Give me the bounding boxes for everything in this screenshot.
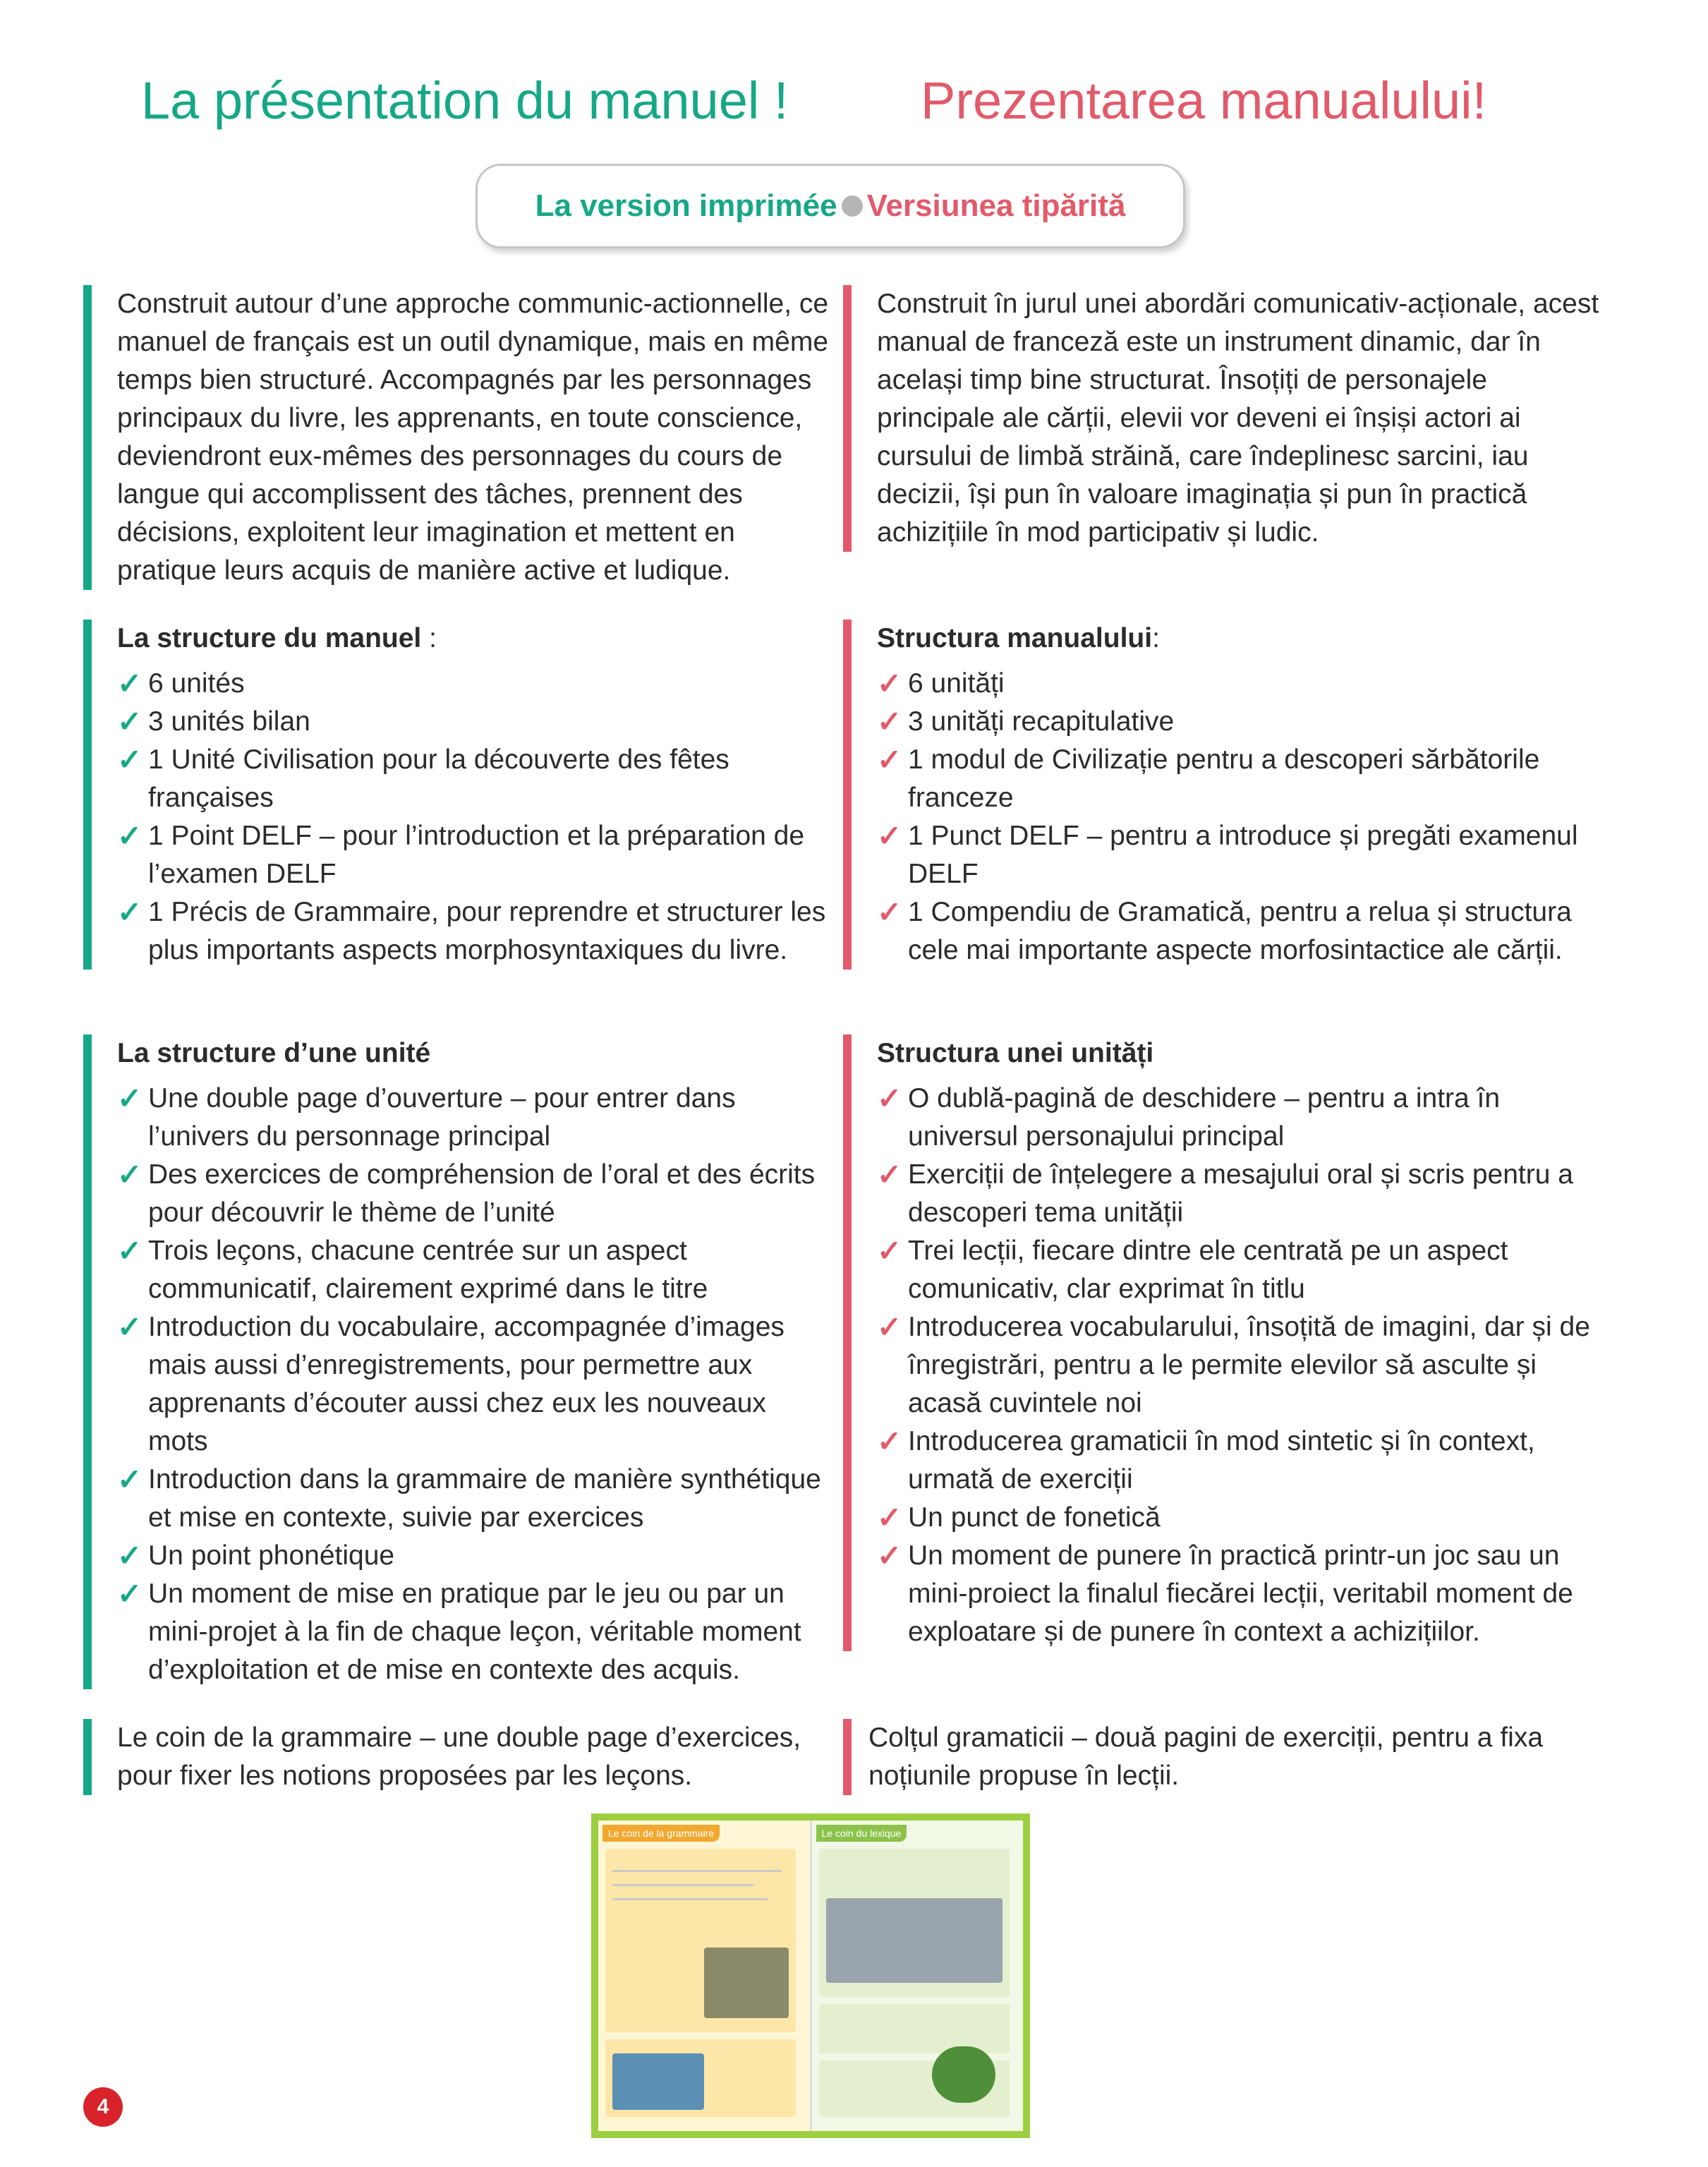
checkmark-icon: ✓ — [877, 1539, 902, 1572]
grammar-corner-fr-text: Le coin de la grammaire – une double page d’exercices, pour fixer les notions proposées par les leçons. — [117, 1722, 801, 1791]
manual-structure-ro — [843, 620, 1605, 970]
list-item — [117, 817, 831, 893]
list-item-text: Une double page d’ouverture – pour entrer dans l’univers du personnage principal — [148, 1083, 736, 1152]
list-item — [117, 893, 831, 970]
checkmark-icon: ✓ — [877, 705, 902, 738]
checkmark-icon: ✓ — [117, 819, 143, 852]
checkmark-icon: ✓ — [877, 1158, 902, 1191]
checkmark-icon: ✓ — [117, 895, 143, 929]
checkmark-icon: ✓ — [877, 1501, 902, 1534]
list-item-text: Exerciții de înțelegere a mesajului oral și scris pentru a descoperi tema unității — [908, 1159, 1573, 1228]
list-item — [877, 1080, 1605, 1156]
list-item — [877, 741, 1605, 817]
checkmark-icon: ✓ — [117, 1577, 143, 1610]
text-line — [612, 1898, 768, 1900]
book-spread-preview — [591, 1813, 1030, 2138]
manual-structure-ro-list — [877, 665, 1605, 970]
list-item — [877, 817, 1605, 893]
unit-structure-fr — [83, 1034, 831, 1689]
grammar-corner-ro-text: Colțul gramaticii – două pagini de exerciții, pentru a fixa noțiunile propuse în lecții. — [868, 1722, 1544, 1791]
manual-structure-ro-heading — [877, 620, 1605, 658]
heading-text: La structure du manuel — [117, 623, 422, 653]
list-item-text: Un moment de mise en pratique par le jeu ou par un mini-projet à la fin de chaque leçon, véritable moment d’exploitation et de mise en contexte des acquis. — [148, 1579, 801, 1685]
list-item-text: 3 unités bilan — [148, 706, 310, 737]
list-item-text: 6 unités — [148, 668, 245, 699]
list-item — [117, 665, 831, 703]
lexicon-page-thumbnail — [812, 1821, 1024, 2131]
list-item — [877, 1308, 1605, 1423]
list-item-text: Un point phonétique — [148, 1540, 395, 1571]
title-romanian: Prezentarea manualului! — [921, 71, 1487, 130]
list-item — [117, 703, 831, 741]
checkmark-icon: ✓ — [117, 705, 143, 738]
manual-structure-fr — [83, 620, 831, 970]
grammar-corner-ro — [843, 1719, 1605, 1795]
list-item-text: Un moment de punere în practică printr-un joc sau un mini-proiect la finalul fiecărei lecții, veritabil moment de exploatare și de punere în context a achizițiilor. — [908, 1540, 1573, 1647]
title-french: La présentation du manuel ! — [141, 71, 789, 130]
checkmark-icon: ✓ — [877, 1310, 902, 1344]
list-item-text: Introduction dans la grammaire de manière synthétique et mise en contexte, suivie par exercices — [148, 1464, 821, 1533]
list-item — [117, 741, 831, 817]
separator-dot — [842, 195, 863, 217]
list-item-text: 3 unități recapitulative — [908, 706, 1175, 737]
text-line — [612, 1884, 753, 1886]
checkmark-icon: ✓ — [117, 1463, 143, 1496]
list-item — [877, 1232, 1605, 1308]
unit-structure-ro-list — [877, 1080, 1605, 1651]
list-item-text: Introducerea vocabularului, însoțită de imagini, dar și de înregistrări, pentru a le permite elevilor să asculte și acasă cuvintele noi — [908, 1312, 1590, 1418]
list-item — [117, 1575, 831, 1689]
exercise-box — [819, 2004, 1010, 2053]
list-item — [117, 1232, 831, 1308]
list-item-text: Introduction du vocabulaire, accompagnée d’images mais aussi d’enregistrements, pour permettre aux apprenants d’écouter aussi chez eux les nouveaux mots — [148, 1312, 785, 1456]
list-item-text: 1 Point DELF – pour l’introduction et la préparation de l’examen DELF — [148, 821, 805, 889]
list-item — [877, 1423, 1605, 1499]
checkmark-icon: ✓ — [877, 819, 902, 852]
list-item-text: Des exercices de compréhension de l’oral et des écrits pour découvrir le thème de l’unité — [148, 1159, 816, 1228]
list-item-text: Introducerea gramaticii în mod sintetic și în context, urmată de exerciții — [908, 1426, 1535, 1495]
intro-fr-text: Construit autour d’une approche communic-actionnelle, ce manuel de français est un outil dynamique, mais en même temps bien structuré. Accompagnés par les personnages principaux du livre, les apprenants, en toute conscience, deviendront eux-mêmes des personnages du cours de langue qui accomplissent des tâches, prennent des décisions, exploitent leur imagination et mettent en pratique leurs acquis de manière active et ludique. — [117, 289, 829, 586]
list-item — [877, 703, 1605, 741]
checkmark-icon: ✓ — [117, 1158, 143, 1191]
list-item-text: 1 Punct DELF – pentru a introduce și pregăti examenul DELF — [908, 821, 1578, 889]
checkmark-icon: ✓ — [117, 1539, 143, 1572]
list-item-text: Un punct de fonetică — [908, 1502, 1161, 1533]
checkmark-icon: ✓ — [877, 895, 902, 929]
list-item — [117, 1461, 831, 1537]
checkmark-icon: ✓ — [877, 1082, 902, 1115]
list-item-text: O dublă-pagină de deschidere – pentru a intra în universul personajului principal — [908, 1083, 1501, 1152]
list-item-text: Trois leçons, chacune centrée sur un aspect communicatif, clairement exprimé dans le titre — [148, 1236, 708, 1304]
checkmark-icon: ✓ — [877, 743, 902, 776]
list-item — [877, 665, 1605, 703]
version-label-ro: Versiunea tipărită — [866, 188, 1126, 223]
checkmark-icon: ✓ — [117, 1310, 143, 1344]
photo-thumbnail — [612, 2053, 704, 2110]
list-item-text: 1 Unité Civilisation pour la découverte des fêtes françaises — [148, 744, 729, 813]
list-item-text: Trei lecții, fiecare dintre ele centrată pe un aspect comunicativ, clar exprimat în titlu — [908, 1236, 1508, 1304]
intro-ro — [843, 285, 1605, 552]
manual-structure-fr-heading — [117, 620, 831, 658]
illustration-thumbnail — [826, 1898, 1003, 1983]
list-item-text: 1 modul de Civilizație pentru a descoperi sărbătorile franceze — [908, 744, 1540, 813]
checkmark-icon: ✓ — [117, 1234, 143, 1267]
list-item — [117, 1537, 831, 1575]
list-item-text: 6 unități — [908, 668, 1005, 699]
unit-structure-fr-heading: La structure d’une unité — [117, 1038, 431, 1068]
list-item — [117, 1156, 831, 1232]
text-line — [612, 1870, 782, 1872]
checkmark-icon: ✓ — [877, 1234, 902, 1267]
list-item — [877, 893, 1605, 970]
grammar-corner-fr — [83, 1719, 831, 1795]
version-label — [476, 164, 1185, 248]
heading-text: Structura manualului — [877, 623, 1153, 653]
checkmark-icon: ✓ — [117, 1082, 143, 1115]
grammar-page-thumbnail — [598, 1821, 812, 2131]
checkmark-icon: ✓ — [117, 667, 143, 700]
page-number-badge: 4 — [83, 2087, 123, 2127]
list-item — [877, 1499, 1605, 1537]
list-item — [117, 1080, 831, 1156]
checkmark-icon: ✓ — [117, 743, 143, 776]
list-item-text: 1 Précis de Grammaire, pour reprendre et structurer les plus importants aspects morphosyntaxiques du livre. — [148, 897, 826, 965]
lexicon-page-title: Le coin du lexique — [816, 1825, 907, 1842]
checkmark-icon: ✓ — [877, 667, 902, 700]
heading-suffix: : — [421, 623, 437, 653]
list-item-text: 1 Compendiu de Gramatică, pentru a relua și structura cele mai importante aspecte morfosintactice ale cărții. — [908, 897, 1572, 965]
heading-suffix: : — [1152, 623, 1160, 653]
unit-structure-ro — [843, 1034, 1605, 1651]
book-spread-inner — [598, 1821, 1023, 2131]
tree-illustration — [932, 2046, 995, 2103]
unit-structure-fr-list — [117, 1080, 831, 1689]
list-item — [117, 1308, 831, 1461]
grammar-page-title: Le coin de la grammaire — [602, 1825, 720, 1842]
checkmark-icon: ✓ — [877, 1425, 902, 1458]
unit-structure-ro-heading: Structura unei unități — [877, 1038, 1154, 1068]
intro-ro-text: Construit în jurul unei abordări comunicativ-acționale, acest manual de franceză este un instrument dinamic, dar în același timp bine structurat. Însoțiți de personajele principale ale cărții, elevii vor deveni ei înșiși actori ai cursului de limbă străină, care îndeplinesc sarcini, iau decizii, își pun în valoare imaginația și pun în practică achizițiile în mod participativ și ludic. — [877, 289, 1599, 548]
list-item — [877, 1156, 1605, 1232]
intro-fr — [83, 285, 831, 590]
version-label-fr: La version imprimée — [535, 188, 837, 223]
list-item — [877, 1537, 1605, 1651]
photo-thumbnail — [704, 1948, 789, 2018]
manual-structure-fr-list — [117, 665, 831, 970]
